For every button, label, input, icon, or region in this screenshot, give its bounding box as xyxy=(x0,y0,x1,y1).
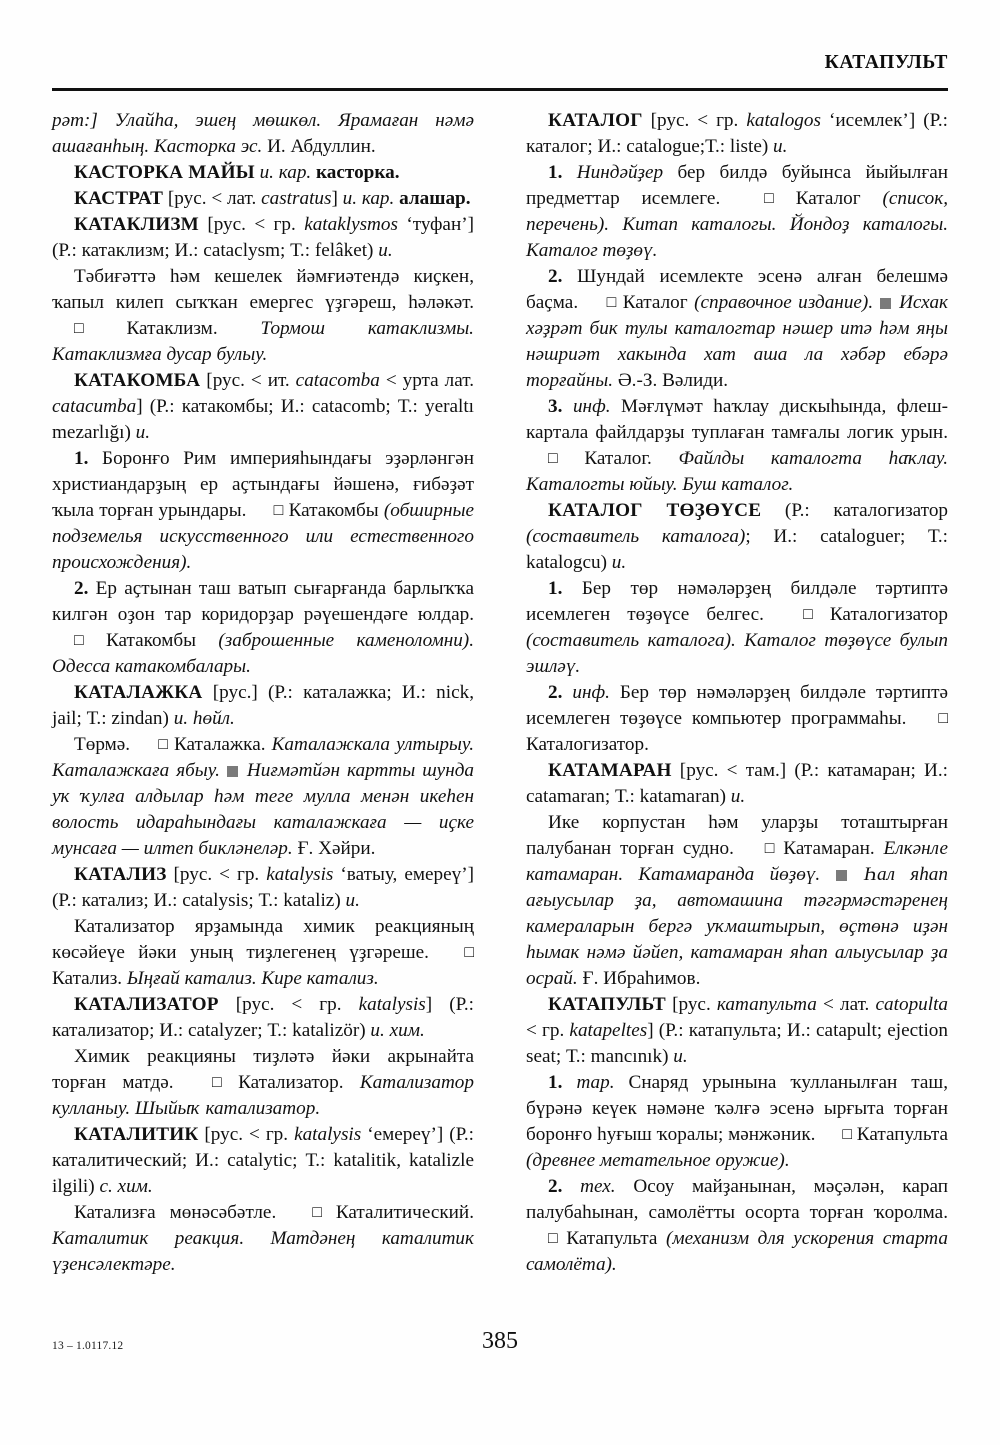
entry-block: КАТАЛОГ ТӨҘӨҮСЕ (Р.: каталогизатор (составитель каталога); И.: cataloguer; Т.: katalogcu) и. xyxy=(526,500,949,573)
entry-block: 2. Шундай исемлекте эсенә алған белешмә баҫма. □ Каталог (справочное издание). Исхак хәҙрәт бик тулы каталогтар нәшер итә һәм яңы нәшриәт хакында хат аша ла хәбәр ебәрә торғайны. Ә.-З. Вәлиди. xyxy=(526,266,949,391)
signature-mark: 13 – 1.0117.12 xyxy=(52,1340,124,1352)
entry-block: Катализатор ярҙамында химик реакцияның көсәйеүе йәки уның тиҙлегенең үҙгәреше. □ Катализ. Ыңғай катализ. Кире катализ. xyxy=(52,916,474,989)
entry-block: 1. Боронғо Рим империяһындағы эҙәрләнгән христиандарҙың ер аҫтындағы йәшенә, ғибәҙәт ҡыла торған урындары. □ Катакомбы (обширные подземелья искусственного или естественного происхождения). xyxy=(52,448,474,573)
entry-block: Төрмә. □ Каталажка. Каталажкала ултырыу. Каталажкаға ябыу. Ниғмәтйән картты шунда уҡ ҡулға алдылар һәм теге мулла менән икеһен волость идараһындағы каталажкаға — иҫке мунсаға — илтеп бикләнеләр. Ғ. Хәйри. xyxy=(52,734,475,859)
right-column xyxy=(526,108,948,1288)
entry-block: КАСТОРКА МАЙЫ и. кар. касторка. xyxy=(74,162,400,183)
entry-block: КАТАЛИЗАТОР [рус. < гр. katalysis] (Р.: катализатор; И.: catalyzer; Т.: katalizör) и. хим. xyxy=(52,994,474,1041)
entry-block: КАТАКЛИЗМ [рус. < гр. kataklysmos ‘туфан’] (Р.: катаклизм; И.: cataclysm; Т.: felâket) и. xyxy=(52,214,474,261)
entry-block: Катализға мөнәсәбәтле. □ Каталитический. Каталитик реакция. Матдәнең каталитик үҙенсәлектәре. xyxy=(52,1202,474,1275)
entry-block: КАТАПУЛЬТ [рус. катапульта < лат. catopulta < гр. katapeltes] (Р.: катапульта; И.: catapult; ejection seat; Т.: mancınık) и. xyxy=(526,994,949,1067)
header-rule xyxy=(52,88,948,91)
left-column xyxy=(52,108,474,1288)
running-head: КАТАПУЛЬТ xyxy=(824,52,948,73)
entry-block: Тәбиғәттә һәм кешелек йәмғиәтендә киҫкен, ҡапыл килеп сыҡҡан емергес үҙгәреш, һәләкәт. □ Катаклизм. Тормош катаклизмы. Катаклизмға дусар булыу. xyxy=(52,266,474,365)
page-number: 385 xyxy=(482,1328,518,1354)
entry-block: Ике корпустан һәм уларҙы тоташтырған палубанан торған судно. □ Катамаран. Елкәнле катамаран. Катамаранда йөҙөү. Һал яһап ағыусылар ҙа, автомашина тәгәрмәстәренең камераларын бергә уҡмаштырып, өҫтөнә иҙән һымак нәмә йәйеп, катамаран яһап алыусылар ҙа осрай. Ғ. Ибраһимов. xyxy=(526,812,948,989)
entry-block: КАСТРАТ [рус. < лат. castratus] и. кар. алашар. xyxy=(74,188,471,209)
entry-block: Химик реакцияны тиҙләтә йәки акрынайта торған матдә. □ Катализатор. Катализатор кулланыу. Шыйыҡ катализатор. xyxy=(52,1046,474,1119)
entry-block: КАТАЛИТИК [рус. < гр. katalysis ‘емереү’] (Р.: каталитический; И.: catalytic; Т.: katalitik, katalizle ilgili) с. хим. xyxy=(52,1124,475,1197)
entry-block: КАТАКОМБА [рус. < ит. catacomba < урта лат. catacumba] (Р.: катакомбы; И.: catacomb; Т.: yeraltı mezarlığı) и. xyxy=(52,370,474,443)
entry-block: 1. тар. Снаряд урынына ҡулланылған таш, бүрәнә кеүек нәмәне ҡәлғә эсенә ырғыта торған боронғо һуғыш ҡоралы; мәнжәник. □ Катапульта (древнее метательное оружие). xyxy=(526,1072,948,1171)
entry-block: 2. Ер аҫтынан таш ватып сығарғанда барлыҡҡа килгән оҙон тар коридорҙар рәүешендәге юлдар. □ Катакомбы (заброшенные каменоломни). Одесса катакомбалары. xyxy=(52,578,474,677)
entry-block: КАТАЛИЗ [рус. < гр. katalysis ‘ватыу, емереү’] (Р.: катализ; И.: catalysis; Т.: kataliz) и. xyxy=(52,864,474,911)
entry-block: КАТАЛАЖКА [рус.] (Р.: каталажка; И.: nick, jail; Т.: zindan) и. һөйл. xyxy=(52,682,474,729)
entry-block: 2. тех. Осоу майҙанынан, мәҫәлән, карап палубаһынан, самолётты осорта торған ҡоролма. □ Катапульта (механизм для ускорения старта самолёта). xyxy=(526,1176,948,1275)
entry-block: 1. Ниндәйҙер бер билдә буйынса йыйылған предметтар исемлеге. □ Каталог (список, перечень). Китап каталогы. Йондоҙ каталогы. Каталог төҙөү. xyxy=(526,162,949,261)
entry-block: КАТАМАРАН [рус. < там.] (Р.: катамаран; И.: catamaran; Т.: katamaran) и. xyxy=(526,760,948,807)
entry-block: КАТАЛОГ [рус. < гр. katalogos ‘исемлек’] (Р.: каталог; И.: catalogue;Т.: liste) и. xyxy=(526,110,948,157)
entry-block: 1. Бер төр нәмәләрҙең билдәле тәртиптә исемлеген төҙөүсе белгес. □ Каталогизатор (составитель каталога). Каталог төҙөүсе булып эшләү. xyxy=(526,578,948,677)
entry-block: 2. инф. Бер төр нәмәләрҙең билдәле тәртиптә исемлеген төҙөүсе компьютер программаһы. □ Каталогизатор. xyxy=(526,682,949,755)
entry-block: рәт:] Улайһа, эшең мөшкөл. Ярамаған нәмә ашағанһың. Касторка эс. И. Абдуллин. xyxy=(52,110,474,157)
entry-block: 3. инф. Мәғлүмәт һаҡлау дискыһында, флеш-картала файлдарҙы туплаған тамғалы логик урын. □ Каталог. Файлды каталогта һаҡлау. Каталогты юйыу. Буш каталог. xyxy=(526,396,949,495)
text-columns xyxy=(52,108,948,1288)
